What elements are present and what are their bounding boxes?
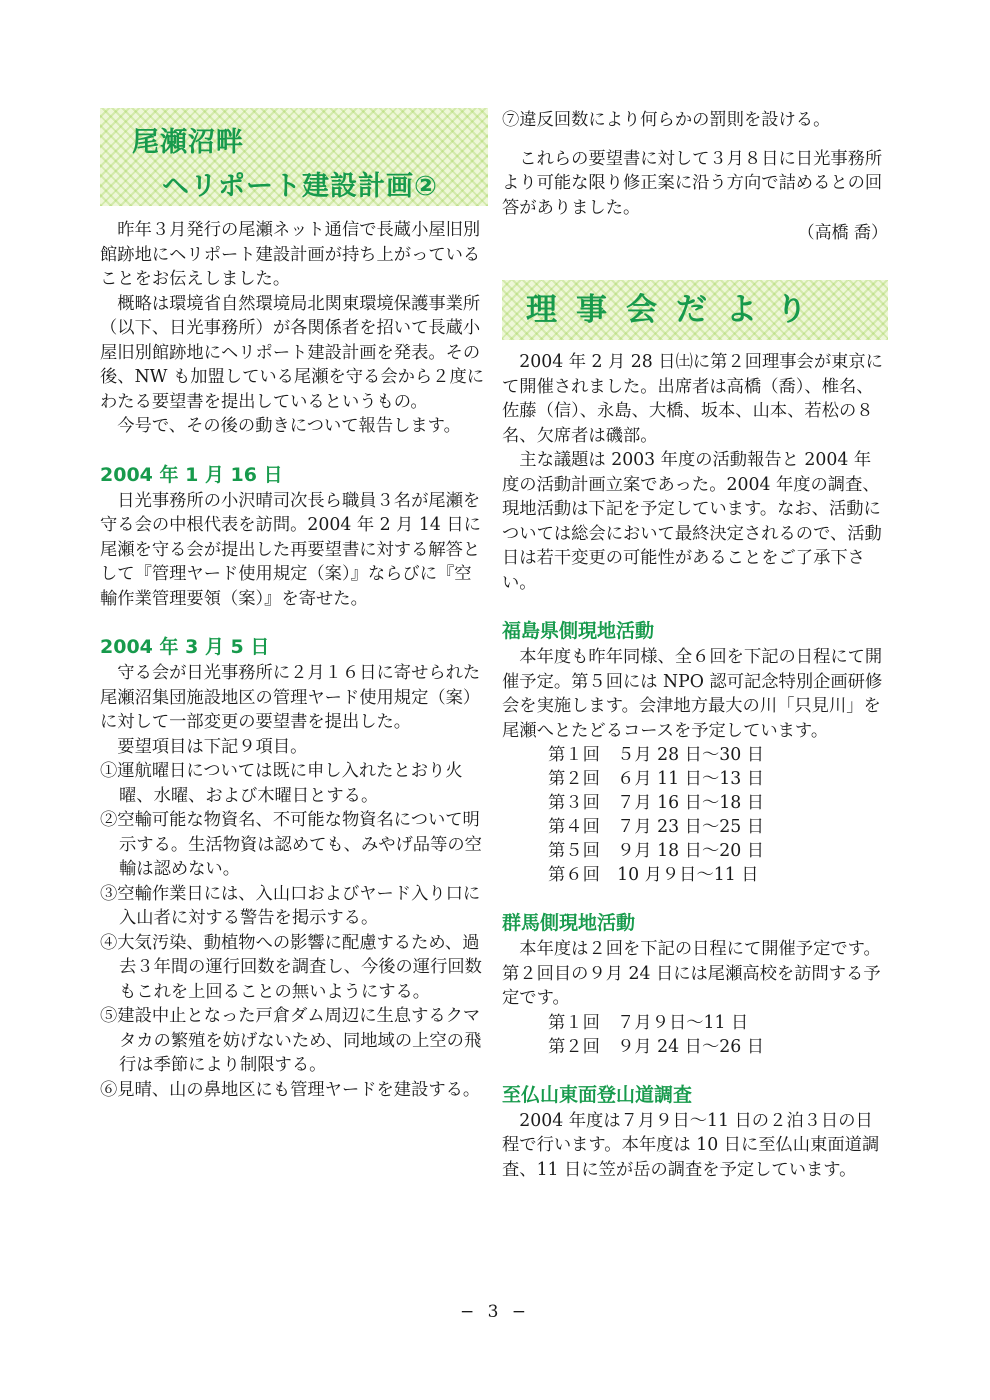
schedule-item: 第６回 10 月９日〜11 日 (548, 865, 759, 885)
article-title-box (100, 108, 488, 206)
intro-paragraph: 概略は環境省自然環境局北関東環境保護事業所（以下、日光事務所）が各関係者を招いて長蔵小屋旧別館跡地にヘリポート建設計画を発表。その後、NW も加盟している尾瀬を守る会から２度にわたる要望書を提出しているというもの。 (100, 293, 485, 412)
article-title-line2: ヘリポート建設計画② (162, 171, 438, 202)
shibutsu-paragraph: 2004 年度は７月９日〜11 日の２泊３日の日程で行います。本年度は 10 日に至仏山東面道調査、11 日に笠が岳の調査を予定しています。 (502, 1110, 880, 1180)
schedule-item: 第２回 ９月 24 日〜26 日 (548, 1036, 764, 1057)
request-item: ②空輸可能な物資名、不可能な物資名について明示する。生活物資は認めても、みやげ品等の空輸は認めない。 (100, 810, 482, 879)
article-title-line1: 尾瀬沼畔 (132, 127, 244, 158)
request-item: ⑤建設中止となった戸倉ダム周辺に生息するクマタカの繁殖を妨げないため、同地域の上空の飛行は季節により制限する。 (100, 1006, 482, 1075)
schedule-item: 第１回 ７月９日〜11 日 (548, 1012, 749, 1033)
schedule-item: 第２回 ６月 11 日〜13 日 (548, 769, 764, 789)
request-list (100, 759, 488, 1102)
intro-paragraph: 昨年３月発行の尾瀬ネット通信で長蔵小屋旧別館跡地にヘリポート建設計画が持ち上がっていることをお伝えしました。 (100, 220, 481, 289)
board-news-paragraph: 主な議題は 2003 年度の活動報告と 2004 年度の活動計画立案であった。2004 年度の調査、現地活動は下記を予定しています。なお、活動については総会において最終決定されるので、活動日は若干変更の可能性があることをご了承下さい。 (502, 450, 882, 593)
left-column (100, 108, 488, 1102)
page-number: − 3 − (459, 1302, 531, 1322)
jan16-paragraph: 日光事務所の小沢晴司次長ら職員３名が尾瀬を守る会の中根代表を訪問。2004 年 2 月 14 日に尾瀬を守る会が提出した再要望書に対する解答として『管理ヤード使用規定（案）』ならびに『空輸作業管理要領（案）』を寄せた。 (100, 490, 481, 609)
reply-paragraph: これらの要望書に対して３月８日に日光事務所より可能な限り修正案に沿う方向で詰めるとの回答がありました。 (502, 148, 883, 218)
article-author: （高橋 喬） (797, 223, 888, 243)
gunma-schedule (502, 1011, 888, 1059)
gunma-heading: 群馬側現地活動 (502, 912, 636, 934)
fukushima-heading: 福島県側現地活動 (502, 620, 655, 642)
board-news-title-box (502, 280, 888, 340)
request-item: ④大気汚染、動植物への影響に配慮するため、過去３年間の運行回数を調査し、今後の運行回数もこれを上回ることの無いようにする。 (100, 932, 482, 1002)
fukushima-paragraph: 本年度も昨年同様、全６回を下記の日程にて開催予定。第５回には NPO 認可記念特別企画研修会を実施します。会津地方最大の川「只見川」を尾瀬へとたどるコースを予定しています。 (502, 647, 883, 741)
intro-paragraph: 今号で、その後の動きについて報告します。 (117, 416, 461, 436)
board-news-title: 理事会だより (526, 292, 826, 328)
request-item: ⑦違反回数により何らかの罰則を設ける。 (502, 110, 831, 130)
request-item: ③空輸作業日には、入山口およびヤード入り口に入山者に対する警告を掲示する。 (100, 883, 481, 928)
section-heading-jan16: 2004 年 1 月 16 日 (100, 463, 283, 486)
schedule-item: 第４回 ７月 23 日〜25 日 (548, 817, 764, 837)
schedule-item: 第５回 ９月 18 日〜20 日 (548, 841, 764, 861)
mar5-paragraph: 守る会が日光事務所に２月１６日に寄せられた尾瀬沼集団施設地区の管理ヤード使用規定（案）に対して一部変更の要望書を提出した。 (100, 663, 481, 732)
right-column (502, 108, 888, 1182)
section-heading-mar5: 2004 年 3 月 5 日 (100, 636, 270, 658)
gunma-paragraph: 本年度は２回を下記の日程にて開催予定です。第２回目の９月 24 日には尾瀬高校を訪問する予定です。 (502, 939, 881, 1008)
board-news-paragraph: 2004 年 2 月 28 日㈯に第２回理事会が東京にて開催されました。出席者は高橋（喬）、椎名、佐藤（信）、永島、大橋、坂本、山本、若松の８名、欠席者は磯部。 (502, 352, 883, 446)
shibutsu-heading: 至仏山東面登山道調査 (502, 1083, 693, 1106)
schedule-item: 第１回 ５月 28 日〜30 日 (548, 745, 764, 765)
request-item: ⑥見晴、山の鼻地区にも管理ヤードを建設する。 (100, 1079, 481, 1100)
request-list-continued (502, 108, 888, 133)
request-item: ①運航曜日については既に申し入れたとおり火曜、水曜、および木曜日とする。 (100, 761, 463, 806)
schedule-item: 第３回 ７月 16 日〜18 日 (548, 793, 764, 813)
request-count-text: 要望項目は下記９項目。 (117, 736, 308, 757)
fukushima-schedule (502, 743, 888, 887)
